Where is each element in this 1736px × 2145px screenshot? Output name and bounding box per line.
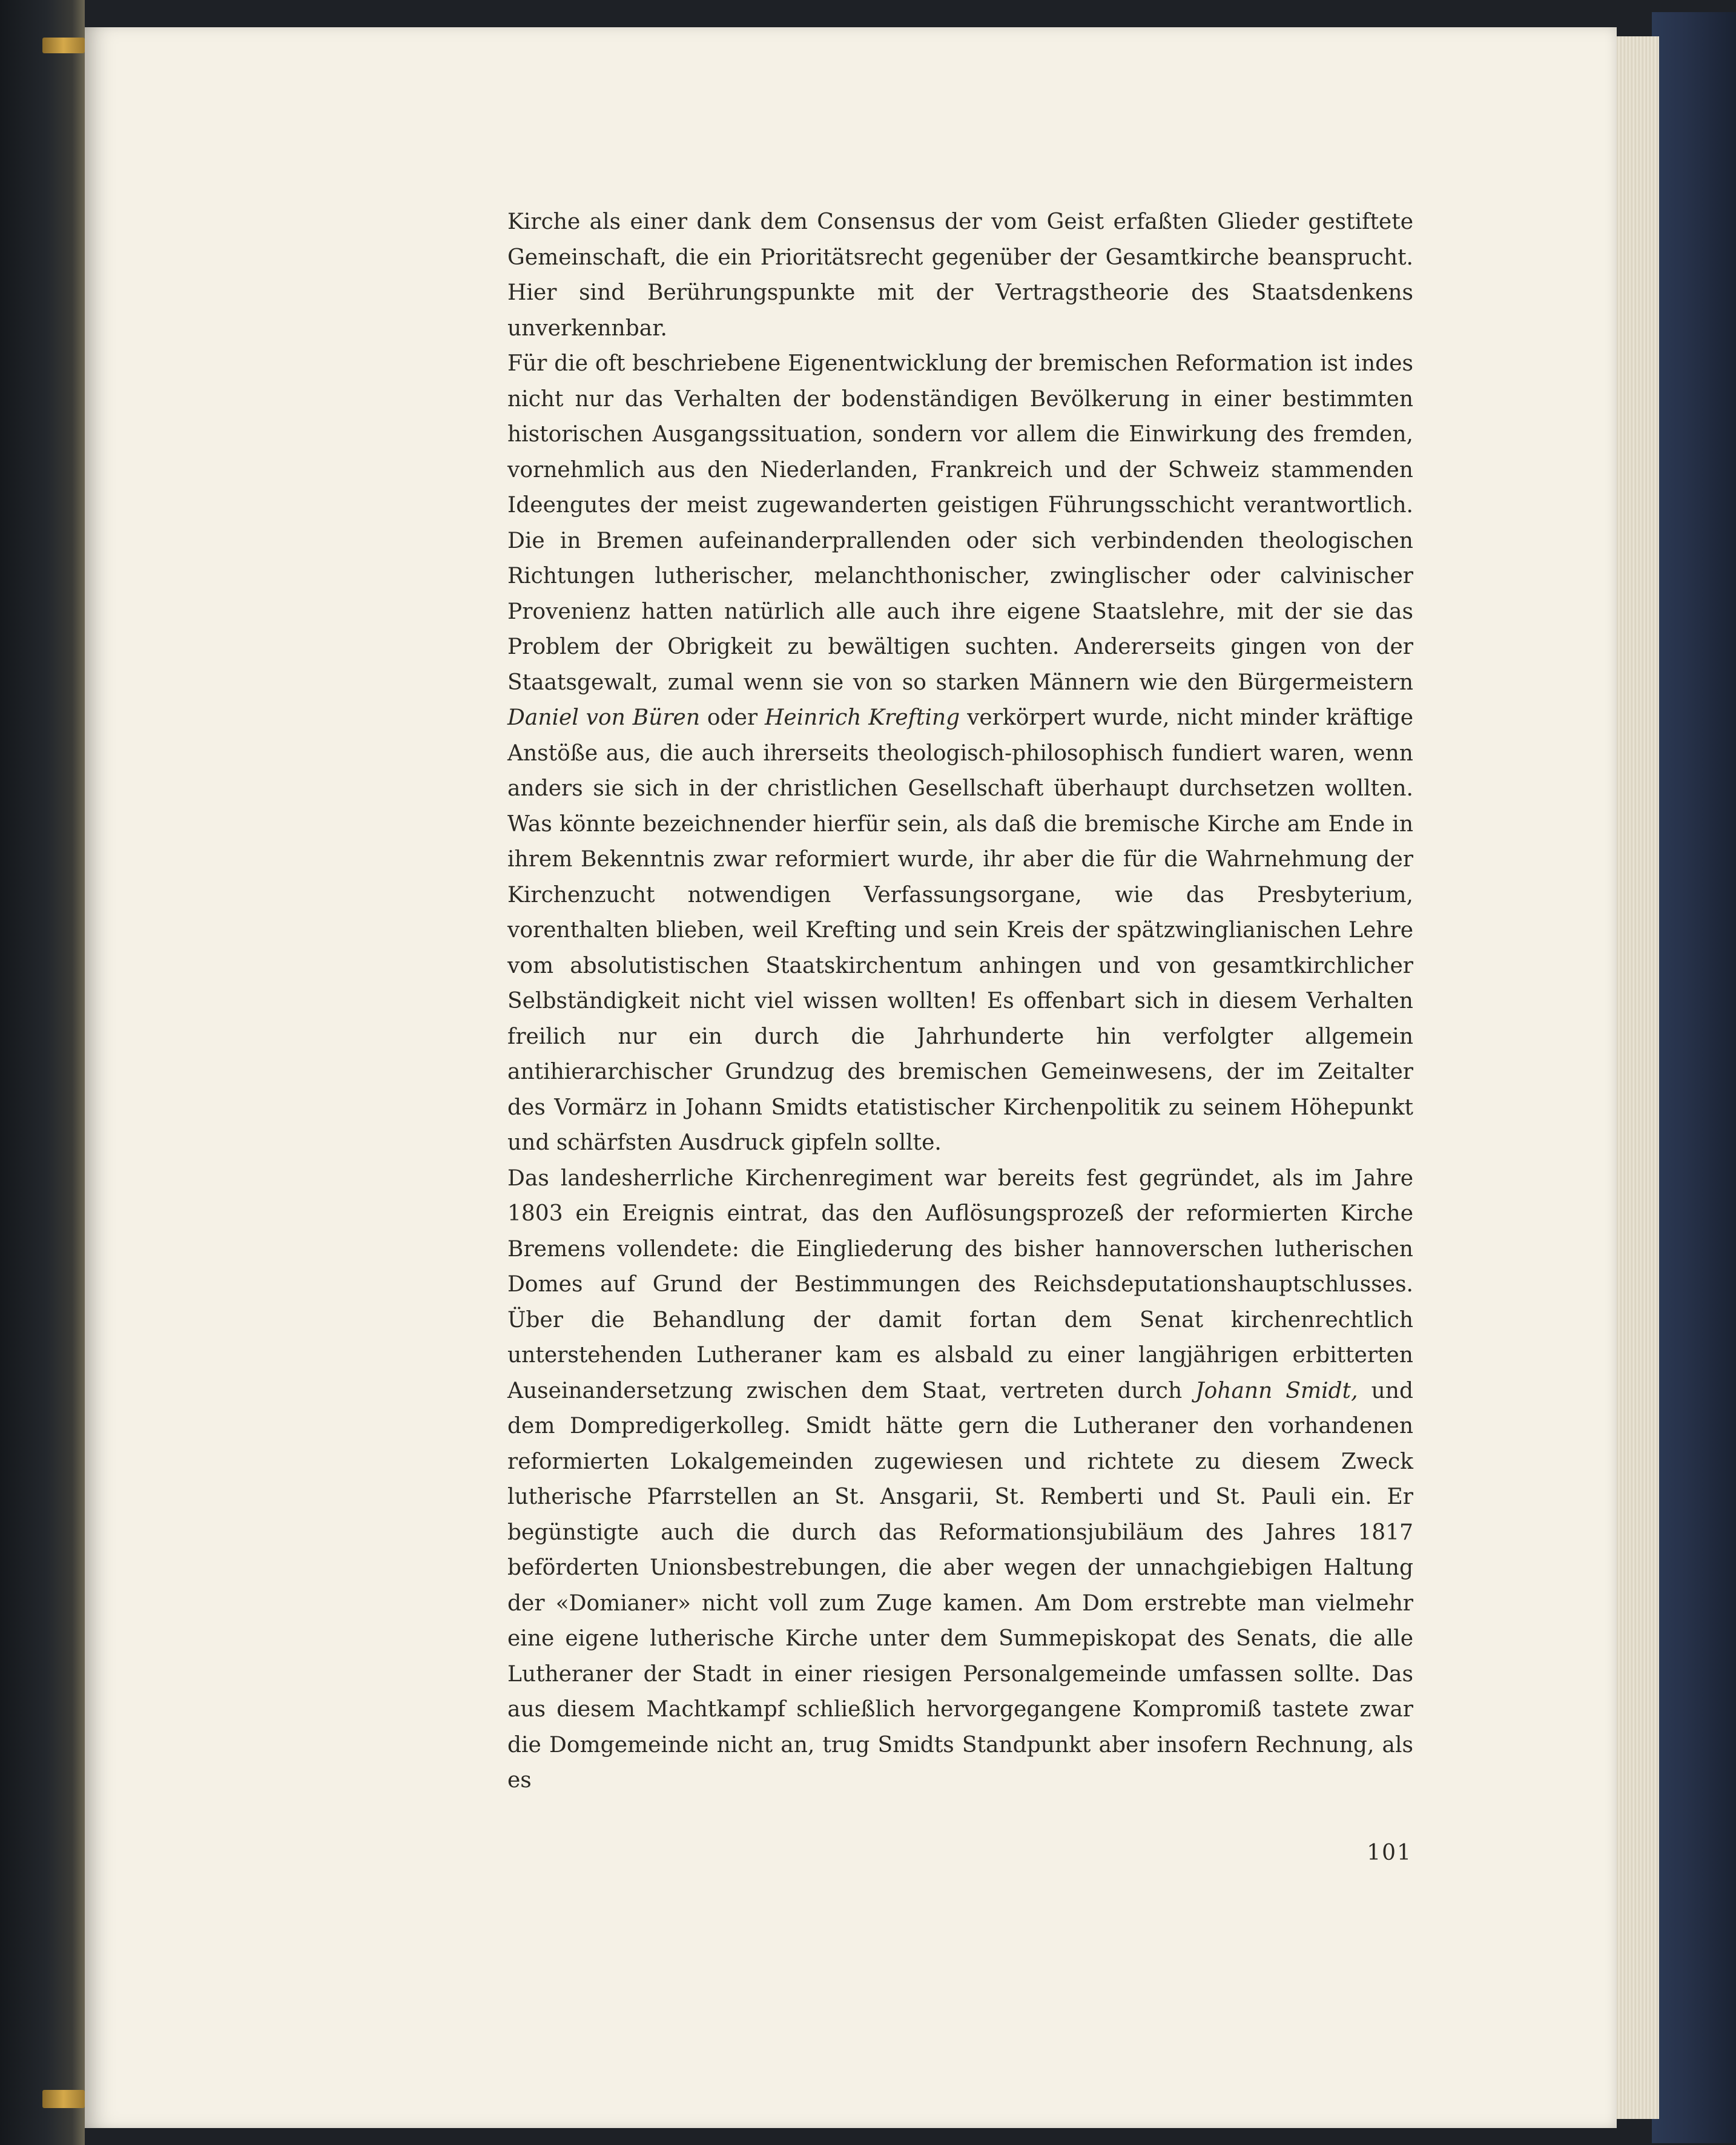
binding-thread-bottom bbox=[42, 2090, 85, 2108]
paragraph-1: Kirche als einer dank dem Consensus der vom Geist erfaßten Glieder gestiftete Gemeinschaft, die ein Prioritätsrecht gegenüber der Gesamtkirche beansprucht. Hier sind Berührungspunkte mit der Vertragstheorie des Staatsdenkens unverkennbar. bbox=[507, 209, 1413, 341]
person-name: Johann Smidt, bbox=[1195, 1378, 1358, 1403]
book-spine-left bbox=[0, 0, 85, 2145]
page-number: 101 bbox=[1367, 1840, 1412, 1865]
body-text bbox=[507, 205, 1413, 1799]
binding-thread-top bbox=[42, 38, 85, 53]
paragraph-3: Das landesherrliche Kirchenregiment war bereits fest gegründet, als im Jahre 1803 ein Ereignis eintrat, das den Auflösungsprozeß der reformierten Kirche Bremens vollendete: die Eingliederung des bisher hannoverschen lutherischen Domes auf Grund der Bestimmungen des Reichsdeputationshauptschlusses. Über die Behandlung der damit fortan dem Senat kirchenrechtlich unterstehenden Lutheraner kam es alsbald zu einer langjährigen erbitterten Auseinandersetzung zwischen dem Staat, vertreten durch Johann Smidt, und dem Dompredigerkolleg. Smidt hätte gern die Lutheraner den vorhandenen reformierten Lokalgemeinden zugewiesen und richtete zu diesem Zweck lutherische Pfarrstellen an St. Ansgarii, St. Remberti und St. Pauli ein. Er begünstigte auch die durch das Reformationsjubiläum des Jahres 1817 beförderten Unionsbestrebungen, die aber wegen der unnachgiebigen Haltung der «Domianer» nicht voll zum Zuge kamen. Am Dom erstrebte man vielmehr eine eigene lutherische Kirche unter dem Summepiskopat des Senats, die alle Lutheraner der Stadt in einer riesigen Personalgemeinde umfassen sollte. Das aus diesem Machtkampf schließlich hervorgegangene Kompromiß tastete zwar die Domgemeinde nicht an, trug Smidts Standpunkt aber insofern Rechnung, als es bbox=[507, 1165, 1414, 1793]
person-name: Heinrich Krefting bbox=[764, 705, 960, 730]
book-cover-right bbox=[1652, 12, 1736, 2143]
person-name: Daniel von Büren bbox=[507, 705, 701, 730]
paragraph-2: Für die oft beschriebene Eigenentwicklung der bremischen Reformation ist indes nicht nur das Verhalten der bodenständigen Bevölkerung in einer bestimmten historischen Ausgangssituation, sondern vor allem die Einwirkung des fremden, vornehmlich aus den Niederlanden, Frankreich und der Schweiz stammenden Ideengutes der meist zugewanderten geistigen Führungsschicht verantwortlich. Die in Bremen aufeinanderprallenden oder sich verbindenden theologischen Richtungen lutherischer, melanchthonischer, zwinglischer oder calvinischer Provenienz hatten natürlich alle auch ihre eigene Staatslehre, mit der sie das Problem der Obrigkeit zu bewältigen suchten. Andererseits gingen von der Staatsgewalt, zumal wenn sie von so starken Männern wie den Bürgermeistern Daniel von Büren oder Heinrich Krefting verkörpert wurde, nicht minder kräftige Anstöße aus, die auch ihrerseits theologisch-philosophisch fundiert waren, wenn anders sie sich in der christlichen Gesellschaft überhaupt durchsetzen wollten. Was könnte bezeichnender hierfür sein, als daß die bremische Kirche am Ende in ihrem Bekenntnis zwar reformiert wurde, ihr aber die für die Wahrnehmung der Kirchenzucht notwendigen Verfassungsorgane, wie das Presbyterium, vorenthalten blieben, weil Krefting und sein Kreis der spätzwinglianischen Lehre vom absolutistischen Staatskirchentum anhingen und von gesamtkirchlicher Selbständigkeit nicht viel wissen wollten! Es offenbart sich in diesem Verhalten freilich nur ein durch die Jahrhunderte hin verfolgter allgemein antihierarchischer Grundzug des bremischen Gemeinwesens, der im Zeitalter des Vormärz in Johann Smidts etatistischer Kirchenpolitik zu seinem Höhepunkt und schärfsten Ausdruck gipfeln sollte. bbox=[507, 351, 1414, 1155]
